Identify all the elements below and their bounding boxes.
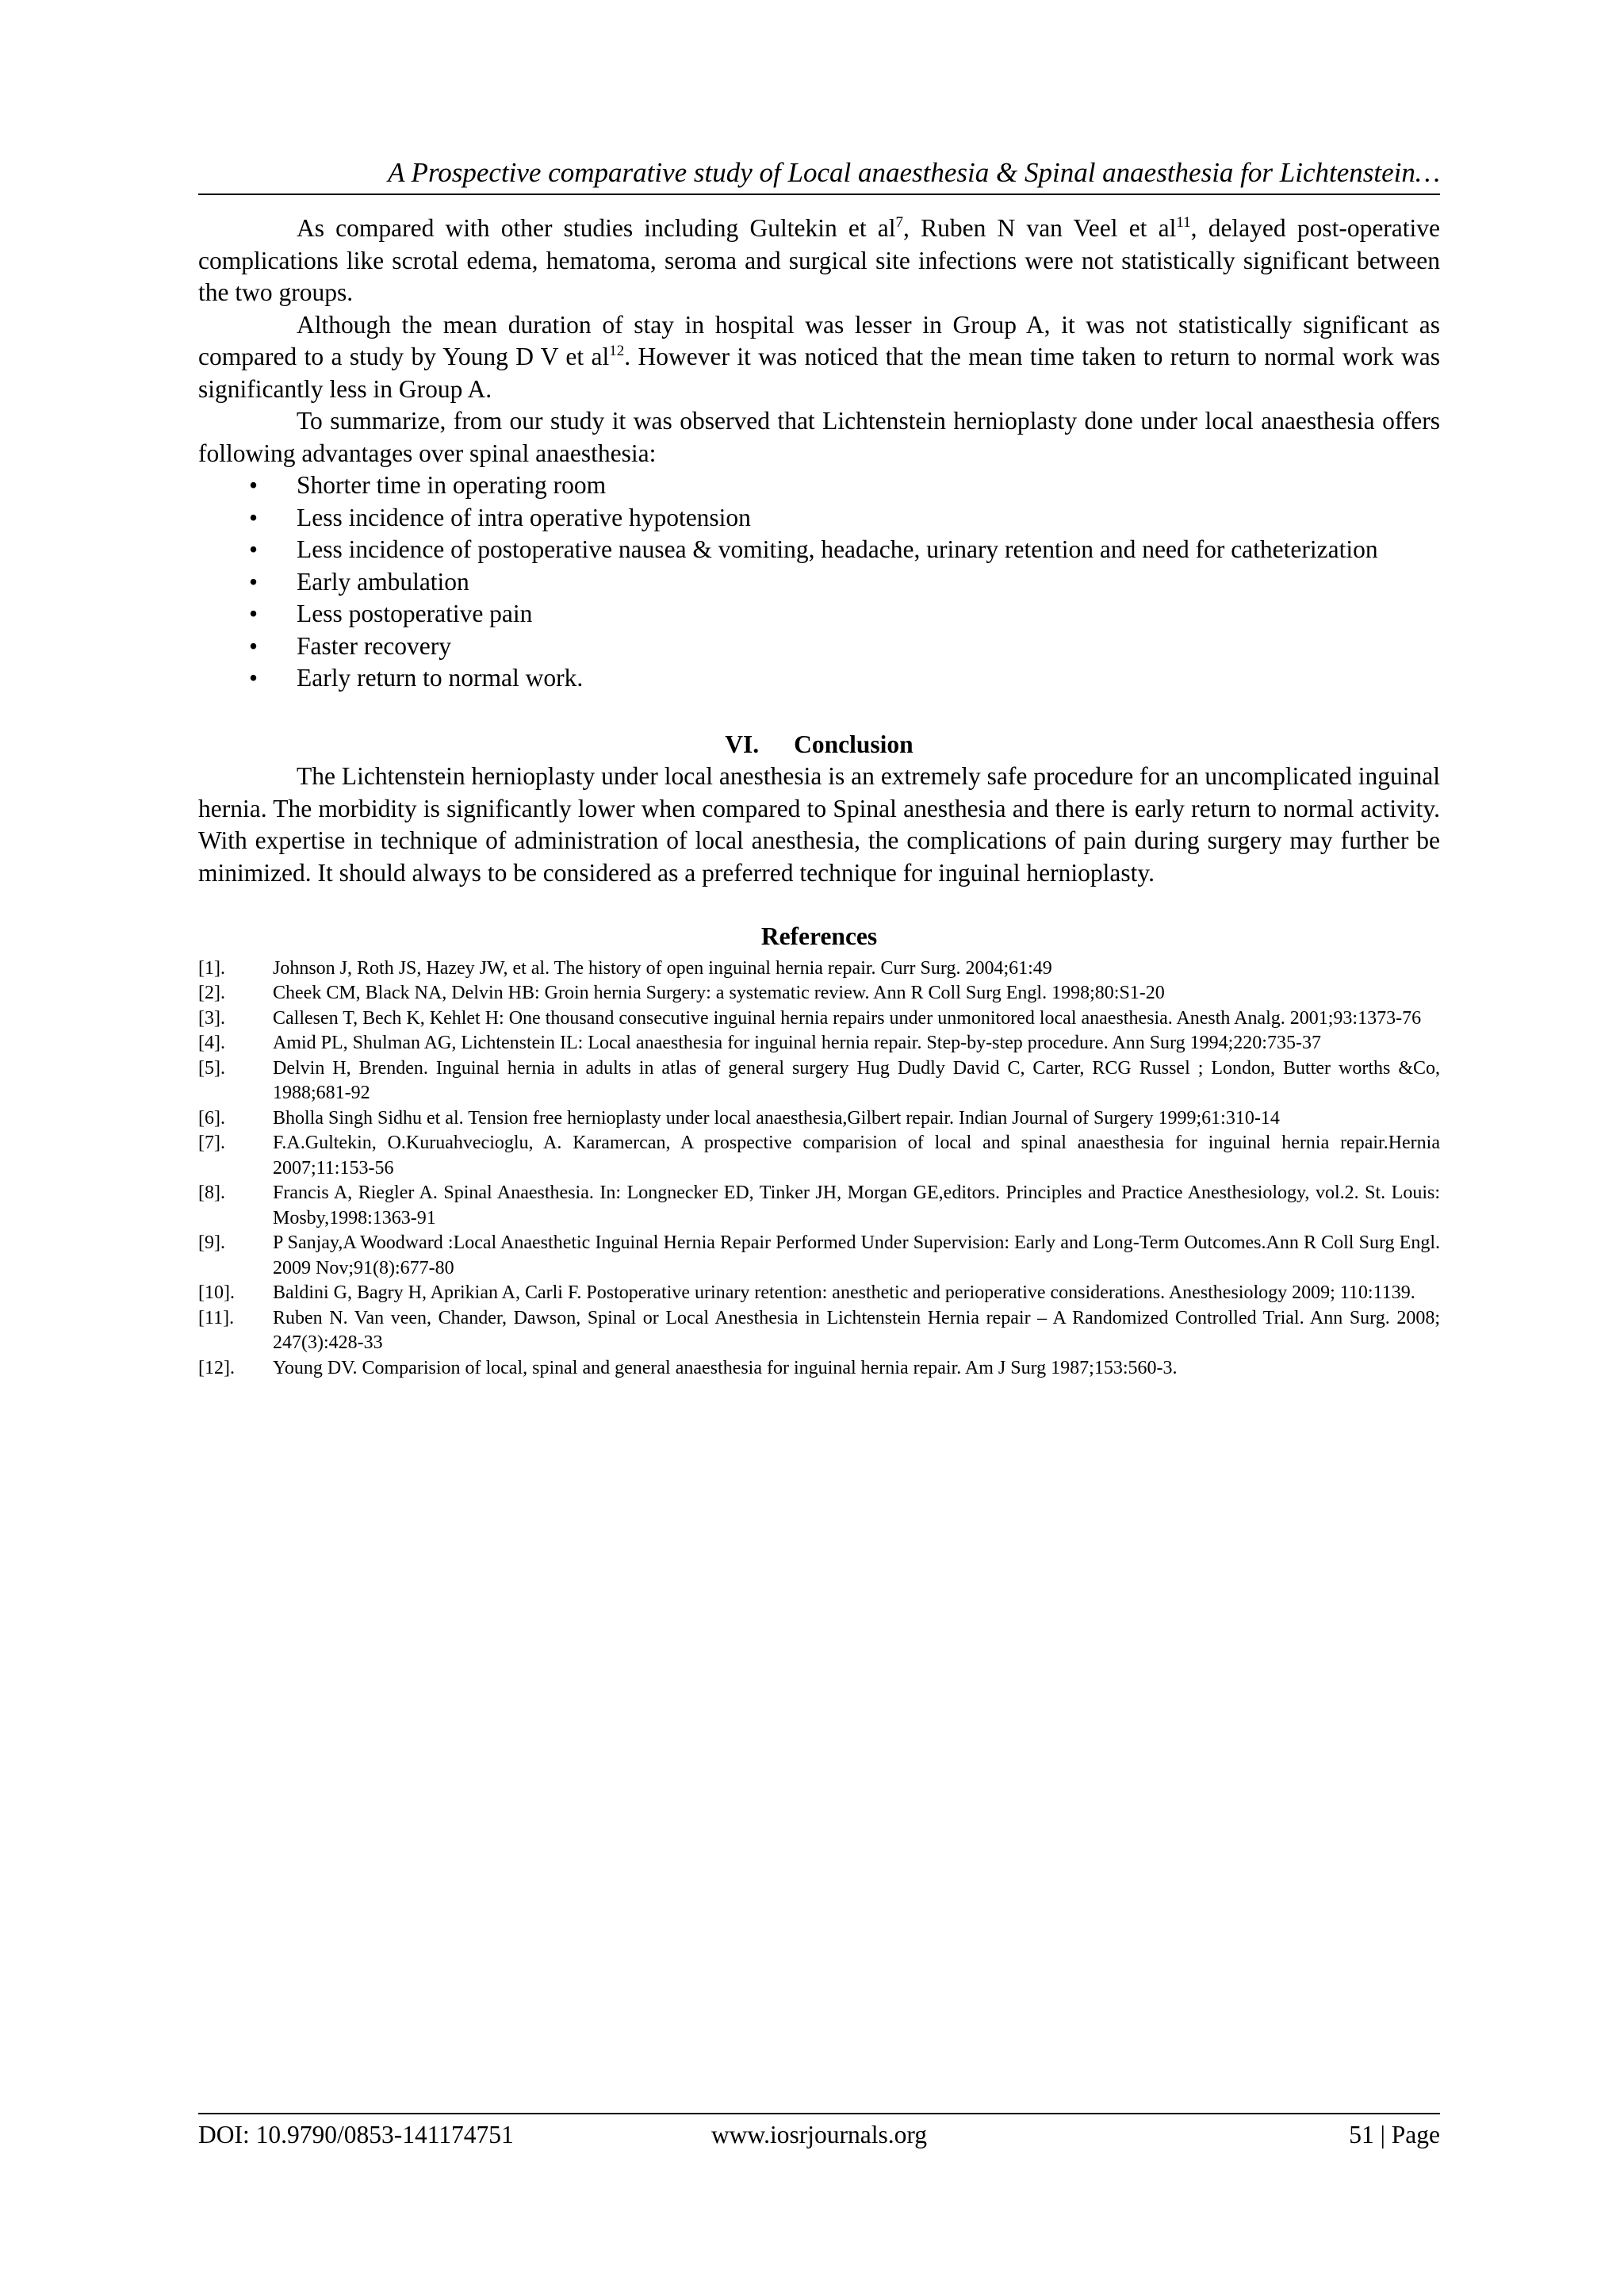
reference-item: [198, 956, 1440, 982]
reference-text: Delvin H, Brenden. Inguinal hernia in adults in atlas of general surgery Hug Dudly David C, Carter, RCG Russel ; London, Butter worths &Co, 1988;681-92: [273, 1057, 1440, 1103]
reference-item: [198, 1181, 1440, 1231]
advantage-text: Less incidence of postoperative nausea & vomiting, headache, urinary retention and need for catheterization: [297, 535, 1378, 563]
reference-text: Cheek CM, Black NA, Delvin HB: Groin hernia Surgery: a systematic review. Ann R Coll Surg Engl. 1998;80:S1-20: [273, 983, 1165, 1003]
reference-number: [5].: [198, 1057, 225, 1079]
paragraph-text: , Ruben N van Veel et al: [903, 214, 1177, 242]
reference-text: Bholla Singh Sidhu et al. Tension free hernioplasty under local anaesthesia,Gilbert repair. Indian Journal of Surgery 1999;61:310-14: [273, 1107, 1280, 1129]
footer-divider: [198, 2113, 1440, 2114]
section-title: Conclusion: [794, 730, 914, 758]
reference-number: [3].: [198, 1007, 225, 1029]
paragraph-summary: To summarize, from our study it was observed that Lichtenstein hernioplasty done under local anaesthesia offers following advantages over spinal anaesthesia:: [198, 407, 1440, 467]
bullet-icon: •: [249, 600, 259, 627]
advantage-item: [198, 470, 1440, 502]
advantage-text: Early return to normal work.: [297, 664, 584, 692]
citation-superscript: 12: [609, 343, 625, 359]
reference-text: Johnson J, Roth JS, Hazey JW, et al. The history of open inguinal hernia repair. Curr Surg. 2004;61:49: [273, 957, 1052, 979]
reference-number: [2].: [198, 983, 225, 1003]
advantage-text: Less incidence of intra operative hypotension: [297, 503, 751, 531]
reference-text: Callesen T, Bech K, Kehlet H: One thousand consecutive inguinal hernia repairs under unmonitored local anaesthesia. Anesth Analg. 2001;93:1373-76: [273, 1007, 1422, 1029]
reference-number: [8].: [198, 1182, 225, 1203]
paragraph-comparison: [198, 213, 1440, 309]
reference-item: [198, 1356, 1440, 1382]
bullet-icon: •: [249, 664, 259, 692]
advantage-item: [198, 534, 1440, 566]
footer-doi: DOI: 10.9790/0853-141174751: [198, 2121, 514, 2148]
advantages-list: [198, 470, 1440, 695]
reference-item: [198, 1306, 1440, 1356]
reference-item: [198, 981, 1440, 1006]
reference-item: [198, 1031, 1440, 1056]
footer-website: www.iosrjournals.org: [710, 2121, 928, 2148]
advantage-text: Early ambulation: [297, 567, 469, 596]
bullet-icon: •: [249, 631, 259, 660]
bullet-icon: •: [249, 535, 259, 563]
reference-text: Amid PL, Shulman AG, Lichtenstein IL: Local anaesthesia for inguinal hernia repair. Step-by-step procedure. Ann Surg 1994;220:735-37: [273, 1033, 1321, 1053]
bullet-icon: •: [249, 503, 259, 531]
paragraph-text: . However it was noticed that the mean time taken to return to normal work was significantly less in Group A.: [198, 343, 1440, 403]
running-header-title: A Prospective comparative study of Local anaesthesia & Spinal anaesthesia for Lichtenstein…: [388, 157, 1440, 188]
reference-text: Young DV. Comparision of local, spinal and general anaesthesia for inguinal hernia repair. Am J Surg 1987;153:560-3.: [273, 1357, 1178, 1378]
reference-item: [198, 1106, 1440, 1132]
advantage-text: Less postoperative pain: [297, 600, 533, 627]
reference-number: [1].: [198, 957, 225, 979]
advantage-text: Shorter time in operating room: [297, 471, 607, 499]
references-heading: References: [760, 922, 878, 950]
reference-text: Francis A, Riegler A. Spinal Anaesthesia. In: Longnecker ED, Tinker JH, Morgan GE,editors. Principles and Practice Anesthesiology, vol.2. St. Louis: Mosby,1998:1363-91: [273, 1182, 1440, 1228]
reference-text: P Sanjay,A Woodward :Local Anaesthetic Inguinal Hernia Repair Performed Under Supervision: Early and Long-Term Outcomes.Ann R Coll Surg Engl. 2009 Nov;91(8):677-80: [273, 1232, 1440, 1278]
reference-text: Baldini G, Bagry H, Aprikian A, Carli F. Postoperative urinary retention: anesthetic and perioperative considerations. Anesthesiology 2009; 110:1139.: [273, 1282, 1415, 1303]
advantage-item: [198, 566, 1440, 599]
article-body: [198, 213, 1440, 1381]
reference-number: [4].: [198, 1033, 225, 1053]
advantage-item: [198, 662, 1440, 695]
advantage-item: [198, 631, 1440, 663]
citation-superscript: 7: [895, 214, 904, 231]
bullet-icon: •: [249, 567, 259, 596]
paragraph-text: Although the mean duration of stay in hospital was lesser in Group A, it was not statistically significant as compared to a study by Young D V et al: [198, 310, 1440, 370]
reference-number: [6].: [198, 1107, 225, 1129]
section-heading-conclusion: [198, 729, 1440, 761]
reference-number: [10].: [198, 1282, 235, 1303]
advantage-text: Faster recovery: [297, 631, 452, 660]
reference-number: [9].: [198, 1232, 225, 1253]
paragraph-text: As compared with other studies including Gultekin et al: [297, 214, 896, 242]
reference-item: [198, 1056, 1440, 1106]
reference-number: [12].: [198, 1357, 235, 1378]
conclusion-paragraph: The Lichtenstein hernioplasty under local anesthesia is an extremely safe procedure for an uncomplicated inguinal hernia. The morbidity is significantly lower when compared to Spinal anesthesia and there is early return to normal activity. With expertise in technique of administration of local anesthesia, the complications of pain during surgery may further be minimized. It should always to be considered as a preferred technique for inguinal hernioplasty.: [198, 762, 1440, 887]
citation-superscript: 11: [1176, 214, 1191, 231]
reference-item: [198, 1231, 1440, 1281]
reference-item: [198, 1131, 1440, 1181]
header-divider: [198, 194, 1440, 195]
bullet-icon: •: [249, 471, 259, 499]
reference-text: Ruben N. Van veen, Chander, Dawson, Spinal or Local Anesthesia in Lichtenstein Hernia repair – A Randomized Controlled Trial. Ann Surg. 2008; 247(3):428-33: [273, 1307, 1440, 1353]
reference-number: [7].: [198, 1133, 225, 1153]
references-list: [198, 956, 1440, 1382]
paragraph-text: , delayed post-operative complications like scrotal edema, hematoma, seroma and surgical site infections were not statistically significant between the two groups.: [198, 214, 1441, 306]
reference-text: F.A.Gultekin, O.Kuruahvecioglu, A. Karamercan, A prospective comparision of local and spinal anaesthesia for inguinal hernia repair.Hernia 2007;11:153-56: [273, 1133, 1440, 1179]
advantage-item: [198, 598, 1440, 631]
paragraph-hospital-stay: [198, 309, 1440, 406]
advantage-item: [198, 502, 1440, 535]
section-number: VI.: [725, 730, 760, 758]
reference-item: [198, 1006, 1440, 1032]
reference-item: [198, 1281, 1440, 1306]
reference-number: [11].: [198, 1307, 235, 1328]
footer-page-number: 51 | Page: [1349, 2121, 1440, 2148]
